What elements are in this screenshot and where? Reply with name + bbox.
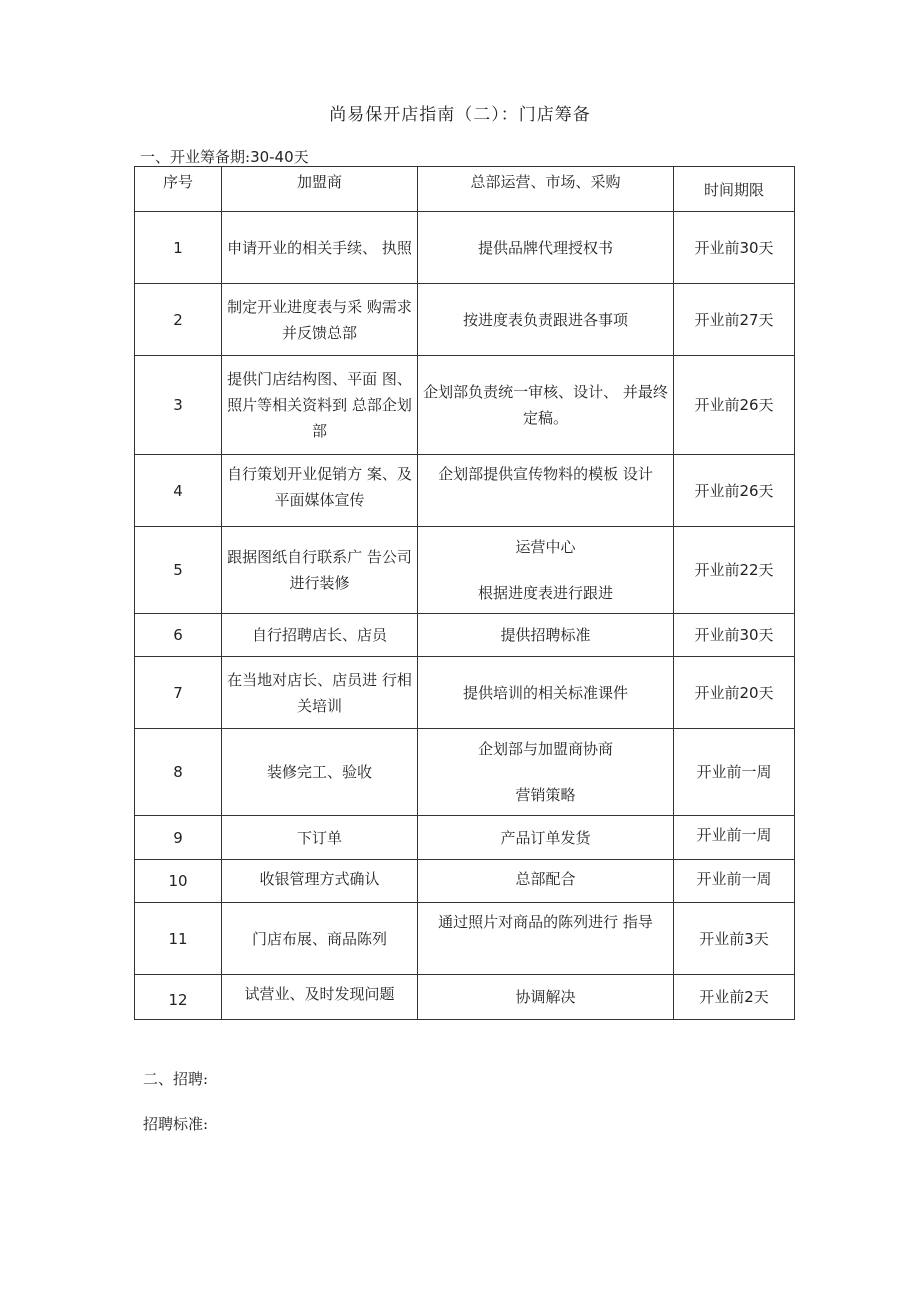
hq-task-line: 营销策略 bbox=[515, 786, 576, 804]
deadline bbox=[674, 527, 795, 614]
row-number: 7 bbox=[135, 657, 222, 729]
row-number: 5 bbox=[135, 527, 222, 614]
table-row bbox=[135, 729, 795, 816]
deadline-text: 开业前20天 bbox=[694, 683, 774, 702]
franchisee-task: 在当地对店长、店员进 行相关培训 bbox=[222, 657, 418, 729]
deadline bbox=[674, 284, 795, 356]
section-heading-preparation bbox=[140, 146, 309, 167]
table-row bbox=[135, 657, 795, 729]
franchisee-task: 跟据图纸自行联系广 告公司进行装修 bbox=[222, 527, 418, 614]
deadline-text: 开业前26天 bbox=[694, 396, 774, 414]
header-hq: 总部运营、市场、采购 bbox=[418, 167, 674, 212]
row-number: 4 bbox=[135, 455, 222, 527]
hq-task: 按进度表负责跟进各事项 bbox=[418, 284, 674, 356]
deadline-text: 开业前一周 bbox=[696, 870, 772, 888]
deadline bbox=[674, 903, 795, 975]
hq-task: 提供品牌代理授权书 bbox=[418, 212, 674, 284]
franchisee-task: 自行策划开业促销方 案、及平面媒体宣传 bbox=[222, 455, 418, 527]
row-number: 12 bbox=[135, 975, 222, 1020]
header-franchisee: 加盟商 bbox=[222, 167, 418, 212]
table-row bbox=[135, 903, 795, 975]
hq-task bbox=[418, 527, 674, 614]
deadline bbox=[674, 657, 795, 729]
table-row bbox=[135, 860, 795, 903]
table-row bbox=[135, 816, 795, 860]
deadline bbox=[674, 212, 795, 284]
row-number: 8 bbox=[135, 729, 222, 816]
deadline-text: 开业前30天 bbox=[694, 626, 774, 644]
hq-task: 协调解决 bbox=[418, 975, 674, 1020]
deadline-text: 开业前一周 bbox=[696, 763, 772, 781]
deadline bbox=[674, 356, 795, 455]
franchisee-task: 门店布展、商品陈列 bbox=[222, 903, 418, 975]
hq-task: 企划部负责统一审核、设计、 并最终定稿。 bbox=[418, 356, 674, 455]
deadline bbox=[674, 975, 795, 1020]
franchisee-task: 申请开业的相关手续、 执照 bbox=[222, 212, 418, 284]
hq-task-line: 企划部与加盟商协商 bbox=[477, 740, 613, 758]
header-deadline: 时间期限 bbox=[674, 167, 795, 212]
hq-task: 通过照片对商品的陈列进行 指导 bbox=[418, 903, 674, 975]
table-row bbox=[135, 614, 795, 657]
franchisee-task: 装修完工、验收 bbox=[222, 729, 418, 816]
section-range: 30-40天 bbox=[250, 148, 309, 166]
deadline-text: 开业前2天 bbox=[699, 988, 769, 1006]
table-row bbox=[135, 975, 795, 1020]
document-title: 尚易保开店指南（二）：门店筹备 bbox=[329, 105, 591, 125]
hq-task bbox=[418, 729, 674, 816]
franchisee-task: 收银管理方式确认 bbox=[222, 860, 418, 903]
table-row bbox=[135, 356, 795, 455]
franchisee-task: 试营业、及时发现问题 bbox=[222, 975, 418, 1020]
section-heading-recruitment: 二、招聘: bbox=[143, 1070, 209, 1088]
preparation-schedule-table bbox=[134, 166, 795, 1020]
deadline bbox=[674, 729, 795, 816]
row-number: 2 bbox=[135, 284, 222, 356]
table-row bbox=[135, 212, 795, 284]
franchisee-task: 提供门店结构图、平面 图、照片等相关资料到 总部企划部 bbox=[222, 356, 418, 455]
deadline bbox=[674, 816, 795, 860]
table-row bbox=[135, 455, 795, 527]
franchisee-task: 下订单 bbox=[222, 816, 418, 860]
recruitment-standards-label: 招聘标准: bbox=[143, 1115, 209, 1133]
table-header-row bbox=[135, 167, 795, 212]
deadline-text: 开业前27天 bbox=[694, 310, 774, 329]
hq-task: 提供培训的相关标准课件 bbox=[418, 657, 674, 729]
hq-task-line: 运营中心 bbox=[515, 538, 576, 556]
header-seq: 序号 bbox=[135, 167, 222, 212]
hq-task: 产品订单发货 bbox=[418, 816, 674, 860]
deadline-text: 开业前22天 bbox=[694, 561, 774, 579]
row-number: 6 bbox=[135, 614, 222, 657]
deadline bbox=[674, 614, 795, 657]
row-number: 3 bbox=[135, 356, 222, 455]
deadline bbox=[674, 860, 795, 903]
deadline-text: 开业前一周 bbox=[696, 826, 772, 844]
row-number: 10 bbox=[135, 860, 222, 903]
row-number: 9 bbox=[135, 816, 222, 860]
table-row bbox=[135, 527, 795, 614]
franchisee-task: 制定开业进度表与采 购需求并反馈总部 bbox=[222, 284, 418, 356]
franchisee-task: 自行招聘店长、店员 bbox=[222, 614, 418, 657]
hq-task: 提供招聘标准 bbox=[418, 614, 674, 657]
hq-task: 企划部提供宣传物料的模板 设计 bbox=[418, 455, 674, 527]
deadline bbox=[674, 455, 795, 527]
table-row bbox=[135, 284, 795, 356]
hq-task-line: 根据进度表进行跟进 bbox=[477, 584, 613, 602]
deadline-text: 开业前3天 bbox=[699, 929, 769, 948]
row-number: 11 bbox=[135, 903, 222, 975]
row-number: 1 bbox=[135, 212, 222, 284]
hq-task: 总部配合 bbox=[418, 860, 674, 903]
deadline-text: 开业前26天 bbox=[694, 481, 774, 500]
deadline-text: 开业前30天 bbox=[694, 238, 774, 257]
section-label: 一、开业筹备期: bbox=[140, 148, 251, 166]
